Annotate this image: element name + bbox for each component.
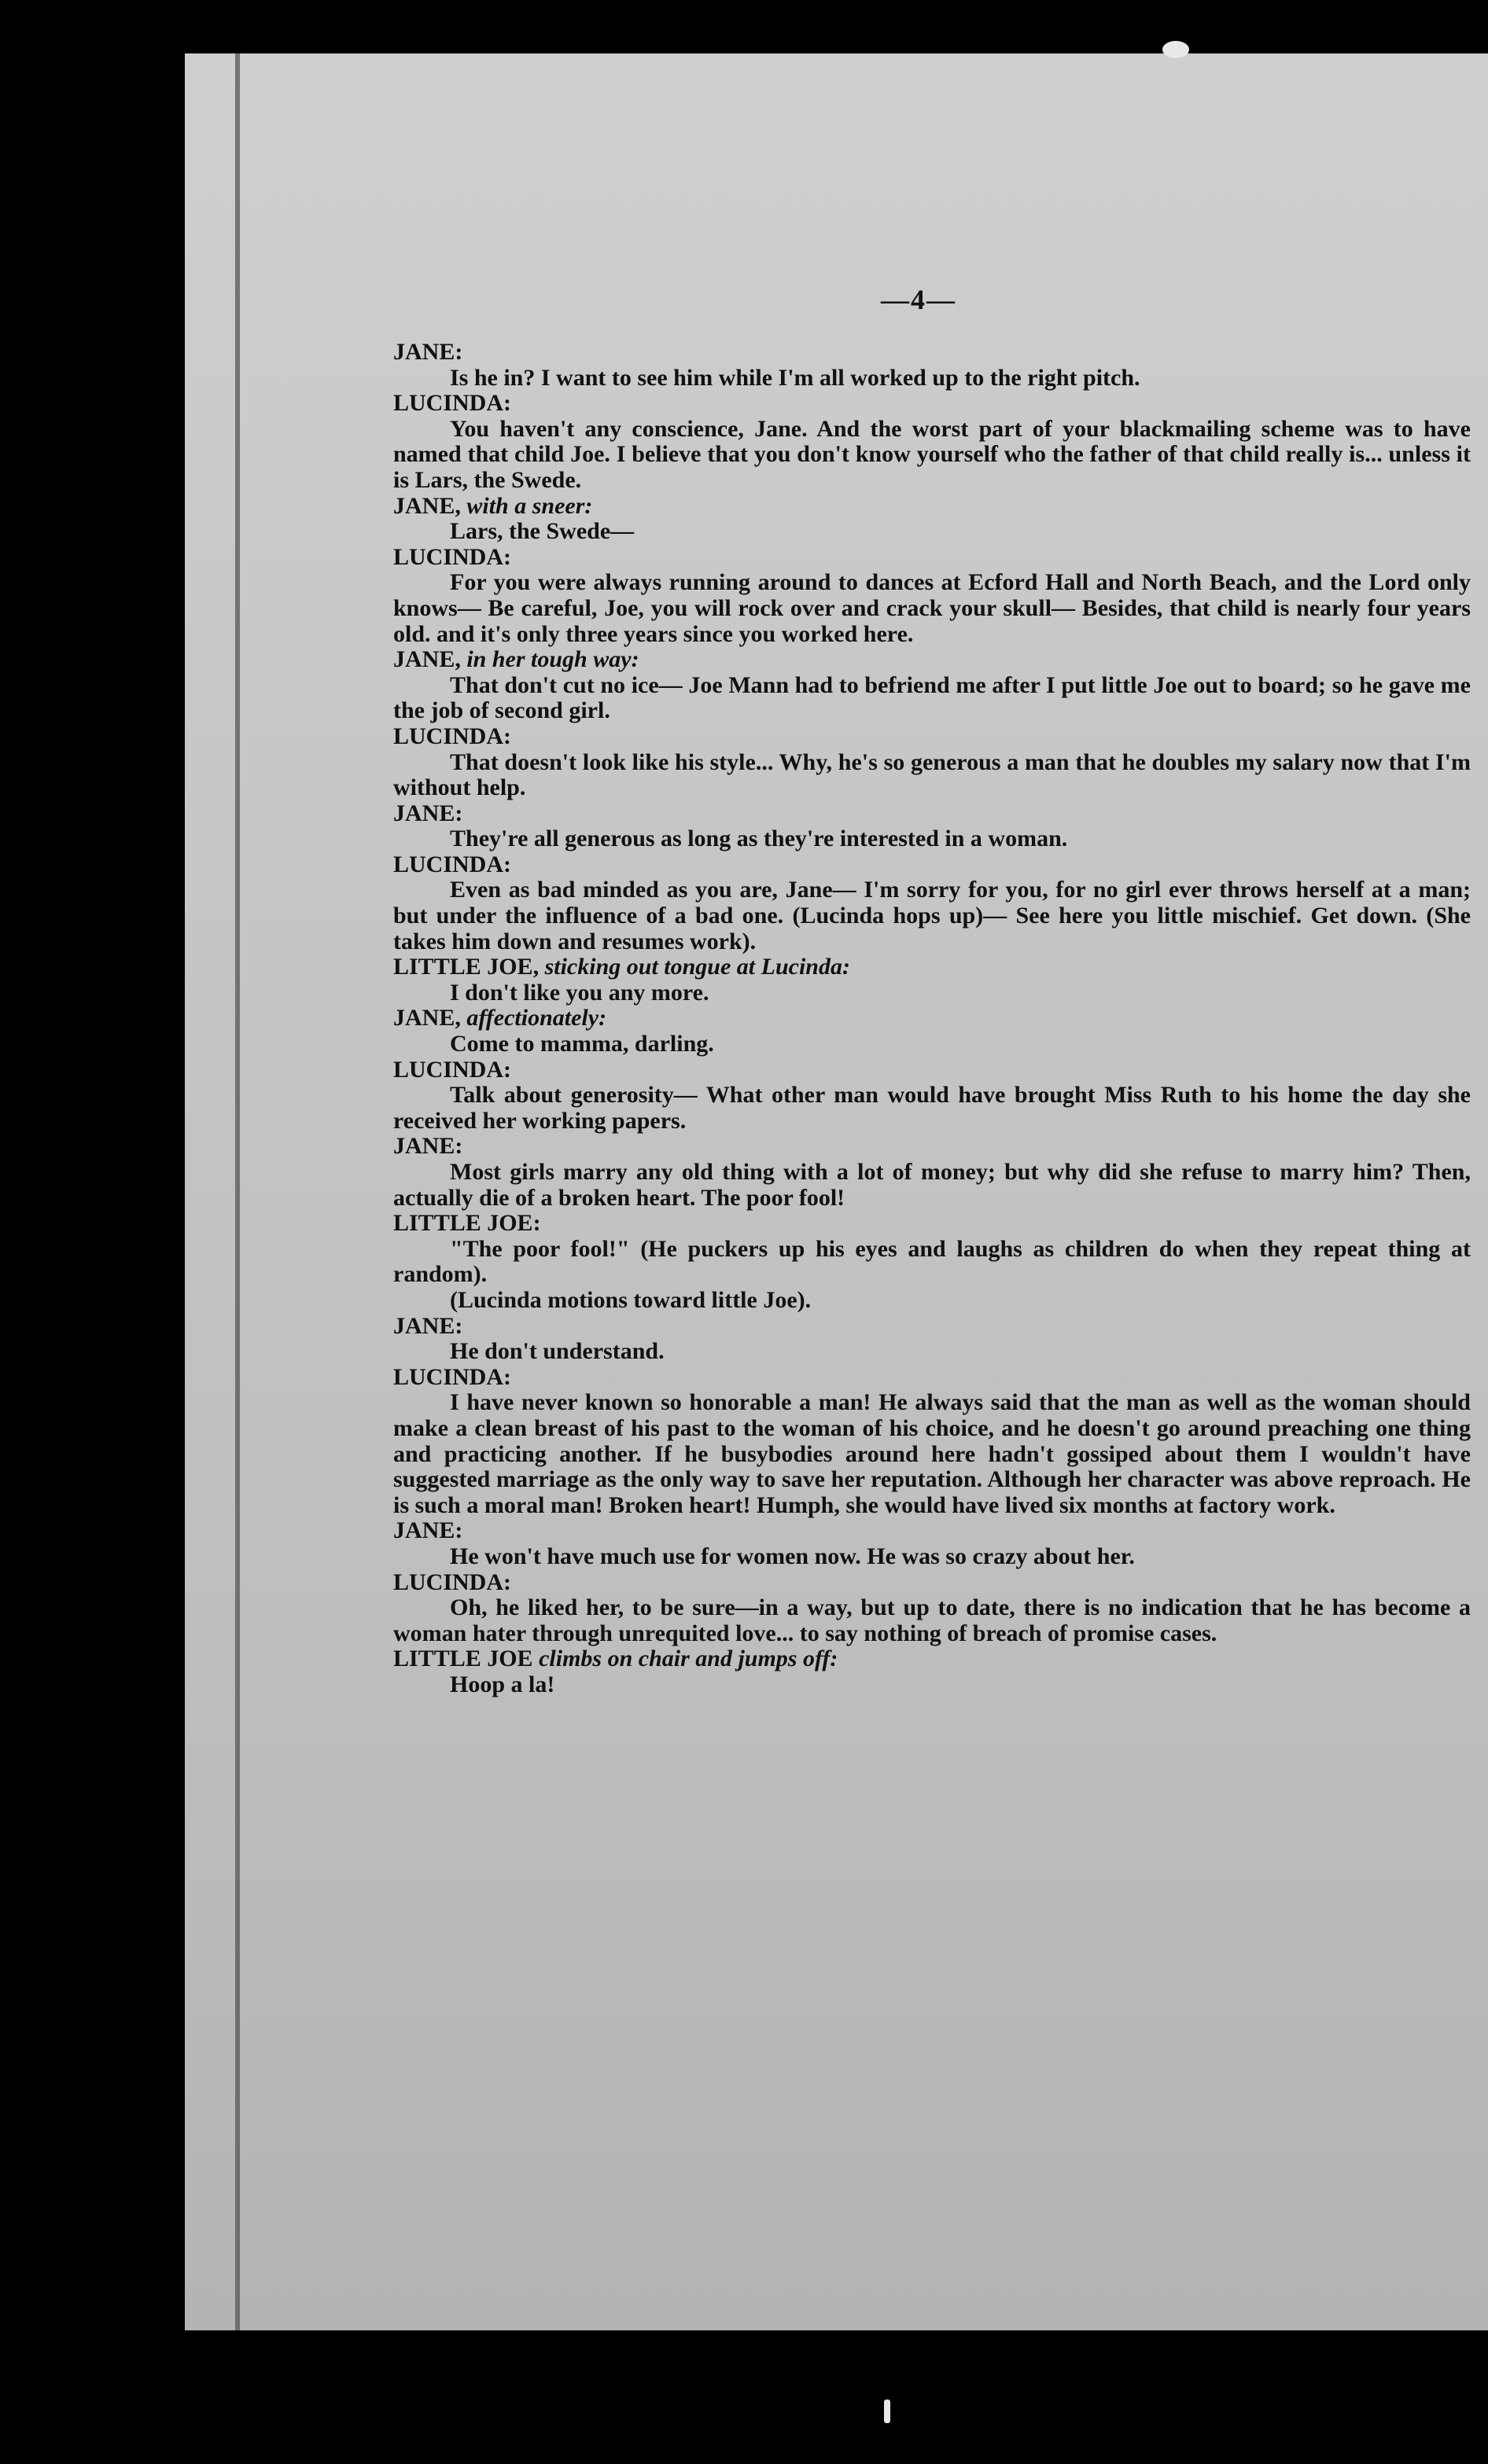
- dialogue: Lars, the Swede—: [450, 518, 635, 545]
- dialogue: They're all generous as long as they're interested in a woman.: [450, 826, 1068, 852]
- dialogue: Come to mamma, darling.: [450, 1031, 714, 1057]
- speaker-name: JANE:: [393, 800, 463, 826]
- speaker-name: JANE:: [393, 1312, 463, 1339]
- film-speck: [1162, 41, 1189, 58]
- script-body: [393, 340, 1471, 1697]
- speaker-name: LUCINDA:: [393, 851, 511, 877]
- speaker-line: [393, 1314, 1471, 1340]
- dialogue: Talk about generosity— What other man would have brought Miss Ruth to his home the day she received her working papers.: [393, 1082, 1471, 1134]
- speaker-line: [393, 1365, 1471, 1391]
- dialogue: Hoop a la!: [450, 1671, 555, 1697]
- speaker-line: [393, 954, 1471, 980]
- speaker-line: [393, 724, 1471, 750]
- speaker-name: JANE:: [393, 1517, 463, 1544]
- speaker-line: [393, 1646, 1471, 1672]
- speaker-line: [393, 647, 1471, 673]
- speaker-line: [393, 1134, 1471, 1160]
- speaker-name: JANE:: [393, 339, 463, 365]
- speaker-line: [393, 545, 1471, 571]
- stage-direction-line: (Lucinda motions toward little Joe).: [450, 1286, 812, 1313]
- speaker-name: JANE,: [393, 646, 461, 673]
- speaker-name: JANE,: [393, 492, 461, 519]
- speaker-name: LITTLE JOE: [393, 1646, 533, 1672]
- speaker-line: [393, 1057, 1471, 1083]
- speaker-line: [393, 340, 1471, 366]
- stage-direction: affectionately:: [466, 1005, 607, 1032]
- dialogue: "The poor fool!" (He puckers up his eyes and laughs as children do when they repeat thing at random).: [393, 1235, 1471, 1288]
- speaker-name: LITTLE JOE,: [393, 954, 540, 980]
- stage-direction: sticking out tongue at Lucinda:: [544, 954, 850, 980]
- dialogue: I don't like you any more.: [450, 979, 709, 1006]
- stage-direction: with a sneer:: [466, 492, 593, 519]
- speaker-name: LUCINDA:: [393, 1363, 511, 1390]
- speaker-name: LUCINDA:: [393, 1569, 511, 1595]
- dialogue: Is he in? I want to see him while I'm all worked up to the right pitch.: [450, 364, 1140, 391]
- speaker-line: [393, 1006, 1471, 1032]
- margin-rule: [235, 53, 240, 2330]
- speaker-line: [393, 494, 1471, 520]
- speaker-name: LUCINDA:: [393, 390, 511, 417]
- speaker-name: JANE,: [393, 1005, 461, 1032]
- speaker-name: JANE:: [393, 1133, 463, 1160]
- dialogue: Even as bad minded as you are, Jane— I'm sorry for you, for no girl ever throws herself at a man; but under the influence of a bad one. (Lucinda hops up)— See here you little mischief. Get down. (She takes him down and resumes work).: [393, 877, 1471, 954]
- dialogue: I have never known so honorable a man! He always said that the man as well as the woman should make a clean breast of his past to the woman of his choice, and he doesn't go around preaching one thing and practicing another. If he busybodies around here hadn't gossiped about them I wouldn't have suggested marriage as the only way to save her reputation. Although her character was above reproach. He is such a moral man! Broken heart! Humph, she would have lived six months at factory work.: [393, 1389, 1471, 1518]
- dialogue: He don't understand.: [450, 1338, 665, 1365]
- speaker-line: [393, 1570, 1471, 1596]
- dialogue: Oh, he liked her, to be sure—in a way, but up to date, there is no indication that he has become a woman hater through unrequited love... to say nothing of breach of promise cases.: [393, 1594, 1471, 1646]
- dialogue: You haven't any conscience, Jane. And the worst part of your blackmailing scheme was to have named that child Joe. I believe that you don't know yourself who the father of that child really is... unless it is Lars, the Swede.: [393, 415, 1471, 493]
- speaker-name: LUCINDA:: [393, 543, 511, 570]
- speaker-line: [393, 1518, 1471, 1544]
- speaker-name: LITTLE JOE:: [393, 1210, 541, 1237]
- speaker-name: LUCINDA:: [393, 723, 511, 749]
- stage-direction: climbs on chair and jumps off:: [539, 1646, 838, 1672]
- speaker-line: [393, 852, 1471, 878]
- dialogue: He won't have much use for women now. He was so crazy about her.: [450, 1543, 1135, 1569]
- speaker-line: [393, 801, 1471, 827]
- page-number: —4—: [881, 284, 956, 315]
- dialogue: That don't cut no ice— Joe Mann had to befriend me after I put little Joe out to board; so he gave me the job of second girl.: [393, 671, 1471, 724]
- film-speck: [884, 2400, 890, 2423]
- dialogue: Most girls marry any old thing with a lot of money; but why did she refuse to marry him? Then, actually die of a broken heart. The poor fool!: [393, 1159, 1471, 1211]
- speaker-line: [393, 391, 1471, 417]
- dialogue: For you were always running around to dances at Ecford Hall and North Beach, and the Lord only knows— Be careful, Joe, you will rock over and crack your skull— Besides, that child is nearly four years old. and it's only three years since you worked here.: [393, 569, 1471, 647]
- speaker-name: LUCINDA:: [393, 1056, 511, 1083]
- dialogue: That doesn't look like his style... Why, he's so generous a man that he doubles my salary now that I'm without help.: [393, 748, 1471, 801]
- speaker-line: [393, 1211, 1471, 1237]
- stage-direction: in her tough way:: [466, 646, 639, 673]
